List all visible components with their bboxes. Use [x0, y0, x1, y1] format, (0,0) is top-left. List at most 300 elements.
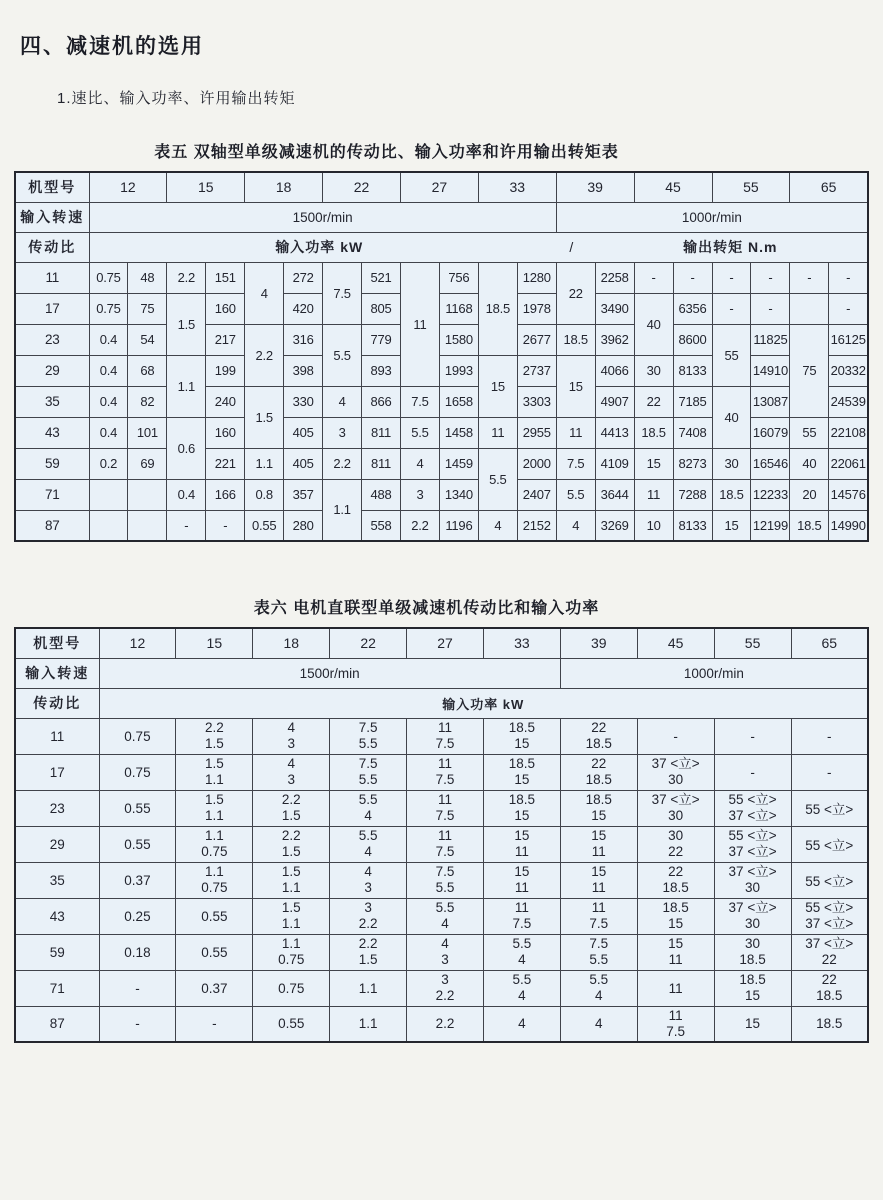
data-cell: 3269: [595, 510, 634, 541]
data-cell: 22108: [829, 417, 868, 448]
data-cell: 811: [362, 417, 401, 448]
table6-row: [15, 862, 868, 898]
data-cell: [560, 754, 637, 790]
cell-line: 1.1: [281, 936, 301, 951]
cell-line: 30: [668, 808, 684, 823]
data-cell: 2258: [595, 262, 634, 293]
cell-line: 11: [514, 880, 529, 895]
data-cell: [89, 510, 128, 541]
ratio-cell: 71: [15, 970, 99, 1006]
data-cell: 7185: [673, 386, 712, 417]
data-cell: 4: [401, 448, 440, 479]
data-cell: 0.55: [99, 826, 176, 862]
speed-label: 输入转速: [15, 202, 89, 232]
cell-line: 4: [287, 720, 295, 735]
cell-line: 2.2: [204, 720, 224, 735]
data-cell: 75: [790, 324, 829, 417]
data-cell: 1.5: [167, 293, 206, 355]
data-cell: 0.18: [99, 934, 176, 970]
data-cell: 18.5: [712, 479, 751, 510]
data-cell: [483, 718, 560, 754]
cell-line: 7.5: [589, 916, 609, 931]
data-cell: 0.4: [89, 324, 128, 355]
cell-line: 22: [591, 756, 607, 771]
model-header-cell: 39: [560, 628, 637, 658]
data-cell: 0.2: [89, 448, 128, 479]
data-cell: 15: [634, 448, 673, 479]
data-cell: 18.5: [478, 262, 517, 355]
table5-caption: 表五 双轴型单级减速机的传动比、输入功率和许用输出转矩表: [154, 144, 619, 161]
data-cell: 22061: [829, 448, 868, 479]
data-cell: [791, 898, 868, 934]
data-cell: 2.2: [245, 324, 284, 386]
cell-line: 11: [668, 1007, 683, 1023]
data-cell: 240: [206, 386, 245, 417]
data-cell: 357: [284, 479, 323, 510]
data-cell: 5.5: [556, 479, 595, 510]
data-cell: 420: [284, 293, 323, 324]
cell-line: 5.5: [512, 936, 532, 951]
cell-line: 55 <立>: [728, 792, 777, 807]
data-cell: [483, 754, 560, 790]
table5-ratio-row: [15, 232, 868, 262]
speed-1500-cell: 1500r/min: [89, 202, 556, 232]
data-cell: [714, 970, 791, 1006]
data-cell: -: [712, 293, 751, 324]
data-cell: -: [791, 718, 868, 754]
data-cell: 166: [206, 479, 245, 510]
cell-line: 7.5: [358, 756, 378, 771]
data-cell: 55 <立>: [791, 790, 868, 826]
data-cell: 4907: [595, 386, 634, 417]
slash-separator: /: [569, 239, 574, 255]
data-cell: [253, 862, 330, 898]
data-cell: 805: [362, 293, 401, 324]
cell-line: 4: [441, 916, 449, 931]
data-cell: [176, 718, 253, 754]
cell-line: 4: [595, 988, 603, 1003]
data-cell: [560, 718, 637, 754]
ratio-cell: 23: [15, 790, 99, 826]
cell-line: 11: [591, 880, 606, 895]
data-cell: [407, 898, 484, 934]
data-cell: -: [790, 262, 829, 293]
data-cell: 0.55: [253, 1006, 330, 1042]
cell-line: 7.5: [435, 864, 455, 879]
cell-line: 15: [514, 772, 530, 787]
ratio-cell: 59: [15, 448, 89, 479]
cell-line: 7.5: [666, 1023, 686, 1039]
ratio-cell: 23: [15, 324, 89, 355]
data-cell: 11: [478, 417, 517, 448]
cell-line: 11: [438, 720, 453, 735]
ratio-cell: 59: [15, 934, 99, 970]
data-cell: [253, 934, 330, 970]
model-header-cell: 22: [330, 628, 407, 658]
cell-line: 15: [591, 808, 607, 823]
data-cell: [790, 293, 829, 324]
data-cell: 15: [712, 510, 751, 541]
ratio-cell: 87: [15, 1006, 99, 1042]
data-cell: -: [167, 510, 206, 541]
data-cell: -: [791, 754, 868, 790]
data-cell: 15: [714, 1006, 791, 1042]
data-cell: [330, 754, 407, 790]
table6-row: [15, 754, 868, 790]
data-cell: [483, 898, 560, 934]
data-cell: 55: [712, 324, 751, 386]
data-cell: 2152: [517, 510, 556, 541]
data-cell: 893: [362, 355, 401, 386]
data-cell: 24539: [829, 386, 868, 417]
table6-body: [15, 718, 868, 1042]
data-cell: 280: [284, 510, 323, 541]
data-cell: -: [714, 754, 791, 790]
data-cell: [253, 898, 330, 934]
data-cell: 160: [206, 293, 245, 324]
cell-line: 3: [364, 880, 372, 895]
cell-line: 0.75: [278, 952, 305, 967]
data-cell: 10: [634, 510, 673, 541]
data-cell: 16125: [829, 324, 868, 355]
data-cell: -: [176, 1006, 253, 1042]
units-flex: [91, 237, 867, 257]
data-cell: [714, 898, 791, 934]
data-cell: 7408: [673, 417, 712, 448]
data-cell: 866: [362, 386, 401, 417]
data-cell: 811: [362, 448, 401, 479]
table6-header: [15, 628, 868, 718]
data-cell: [330, 790, 407, 826]
model-header-cell: 15: [167, 172, 245, 202]
data-cell: 7.5: [401, 386, 440, 417]
data-cell: 521: [362, 262, 401, 293]
data-cell: 7288: [673, 479, 712, 510]
table6-row: [15, 1006, 868, 1042]
data-cell: 11825: [751, 324, 790, 355]
power-unit-cell: 输入功率 kW: [99, 688, 868, 718]
data-cell: 316: [284, 324, 323, 355]
cell-line: 1.1: [204, 772, 224, 787]
data-cell: 1580: [439, 324, 478, 355]
data-cell: 558: [362, 510, 401, 541]
data-cell: -: [673, 262, 712, 293]
cell-line: 5.5: [358, 828, 378, 843]
cell-line: 18.5: [585, 736, 612, 751]
table5-row: [15, 510, 868, 541]
data-cell: [407, 862, 484, 898]
cell-line: 30: [745, 916, 761, 931]
data-cell: 5.5: [401, 417, 440, 448]
data-cell: [176, 754, 253, 790]
cell-line: 37 <立>: [651, 792, 700, 807]
ratio-cell: 35: [15, 862, 99, 898]
model-header-cell: 45: [634, 172, 712, 202]
data-cell: [637, 898, 714, 934]
model-header-cell: 33: [478, 172, 556, 202]
model-header-cell: 65: [791, 628, 868, 658]
cell-line: 2.2: [281, 792, 301, 807]
data-cell: 2.2: [407, 1006, 484, 1042]
data-cell: 5.5: [478, 448, 517, 510]
data-cell: 1459: [439, 448, 478, 479]
table6-model-row: [15, 628, 868, 658]
cell-line: 4: [518, 988, 526, 1003]
data-cell: [253, 790, 330, 826]
cell-line: 1.1: [204, 828, 224, 843]
data-cell: 0.75: [89, 262, 128, 293]
cell-line: 11: [668, 952, 683, 967]
data-cell: 7.5: [323, 262, 362, 324]
model-header-cell: 27: [407, 628, 484, 658]
cell-line: 4: [364, 844, 372, 859]
data-cell: 4: [560, 1006, 637, 1042]
data-cell: 2737: [517, 355, 556, 386]
data-cell: 0.75: [99, 754, 176, 790]
cell-line: 1.5: [281, 864, 301, 879]
data-cell: [407, 754, 484, 790]
cell-line: 1.5: [281, 808, 301, 823]
data-cell: 3644: [595, 479, 634, 510]
data-cell: 0.8: [245, 479, 284, 510]
cell-line: 1.1: [281, 880, 301, 895]
cell-line: 18.5: [585, 792, 612, 807]
data-cell: [483, 934, 560, 970]
data-cell: 2.2: [167, 262, 206, 293]
cell-line: 15: [514, 808, 530, 823]
data-cell: 0.4: [89, 355, 128, 386]
data-cell: 8133: [673, 355, 712, 386]
model-header-cell: 12: [99, 628, 176, 658]
ratio-cell: 29: [15, 355, 89, 386]
data-cell: 1993: [439, 355, 478, 386]
data-cell: 11: [401, 262, 440, 386]
cell-line: 2.2: [281, 828, 301, 843]
ratio-cell: 35: [15, 386, 89, 417]
table5-row: [15, 386, 868, 417]
data-cell: 2.2: [323, 448, 362, 479]
data-cell: 12233: [751, 479, 790, 510]
cell-line: 0.75: [201, 880, 228, 895]
data-cell: 0.4: [167, 479, 206, 510]
data-cell: [714, 934, 791, 970]
cell-line: 3: [441, 972, 449, 987]
data-cell: [714, 826, 791, 862]
cell-line: 30: [745, 880, 761, 895]
data-cell: 4413: [595, 417, 634, 448]
data-cell: 18.5: [790, 510, 829, 541]
cell-line: 1.1: [204, 808, 224, 823]
data-cell: [560, 790, 637, 826]
cell-line: 11: [438, 756, 453, 771]
data-cell: -: [751, 262, 790, 293]
cell-line: 4: [364, 864, 372, 879]
data-cell: 16546: [751, 448, 790, 479]
data-cell: [560, 826, 637, 862]
data-cell: 75: [128, 293, 167, 324]
ratio-label: 传动比: [15, 232, 89, 262]
data-cell: [407, 790, 484, 826]
data-cell: 0.55: [99, 790, 176, 826]
data-cell: 30: [634, 355, 673, 386]
data-cell: 11: [556, 417, 595, 448]
ratio-cell: 17: [15, 754, 99, 790]
data-cell: 8600: [673, 324, 712, 355]
data-cell: [637, 826, 714, 862]
cell-line: 55 <立>: [728, 828, 777, 843]
data-cell: 756: [439, 262, 478, 293]
data-cell: [407, 970, 484, 1006]
cell-line: 15: [514, 864, 530, 879]
cell-line: 18.5: [662, 880, 689, 895]
model-header-cell: 39: [556, 172, 634, 202]
table5-speed-row: [15, 202, 868, 232]
cell-line: 5.5: [589, 972, 609, 987]
data-cell: [128, 510, 167, 541]
cell-line: 5.5: [512, 972, 532, 987]
data-cell: 22: [556, 262, 595, 324]
cell-line: 1.5: [281, 844, 301, 859]
data-cell: 2407: [517, 479, 556, 510]
cell-line: 3: [287, 736, 295, 751]
data-cell: 0.55: [176, 898, 253, 934]
data-cell: 3: [401, 479, 440, 510]
cell-line: 7.5: [358, 720, 378, 735]
sub-heading: 1.速比、输入功率、许用输出转矩: [57, 90, 296, 107]
cell-line: 3: [364, 900, 372, 915]
cell-line: 7.5: [435, 772, 455, 787]
cell-line: 5.5: [589, 952, 609, 967]
data-cell: 0.55: [245, 510, 284, 541]
cell-line: 2.2: [435, 988, 455, 1003]
data-cell: 48: [128, 262, 167, 293]
data-cell: 11: [634, 479, 673, 510]
table6-row: [15, 934, 868, 970]
cell-line: 5.5: [435, 900, 455, 915]
cell-line: 37 <立>: [728, 808, 777, 823]
cell-line: 1.5: [358, 952, 378, 967]
cell-line: 18.5: [585, 772, 612, 787]
data-cell: [330, 862, 407, 898]
data-cell: 1.5: [245, 386, 284, 448]
data-cell: 0.37: [176, 970, 253, 1006]
data-cell: 18.5: [634, 417, 673, 448]
table5-row: [15, 324, 868, 355]
cell-line: 37 <立>: [728, 900, 777, 915]
cell-line: 18.5: [508, 792, 536, 807]
cell-line: 11: [438, 828, 453, 843]
data-cell: 1.1: [323, 479, 362, 541]
data-cell: [637, 862, 714, 898]
cell-line: 37 <立>: [805, 916, 854, 931]
data-cell: [407, 718, 484, 754]
data-cell: [176, 862, 253, 898]
cell-line: 30: [668, 828, 684, 843]
data-cell: [330, 718, 407, 754]
cell-line: 2.2: [358, 936, 378, 951]
model-header-cell: 15: [176, 628, 253, 658]
data-cell: 11: [637, 970, 714, 1006]
data-cell: [791, 970, 868, 1006]
data-cell: 398: [284, 355, 323, 386]
data-cell: 1340: [439, 479, 478, 510]
ratio-cell: 43: [15, 417, 89, 448]
cell-line: 3: [287, 772, 295, 787]
cell-line: 5.5: [358, 772, 378, 787]
data-cell: 779: [362, 324, 401, 355]
data-cell: 55: [790, 417, 829, 448]
data-cell: [89, 479, 128, 510]
data-cell: 69: [128, 448, 167, 479]
data-cell: 16079: [751, 417, 790, 448]
table6-row: [15, 718, 868, 754]
cell-line: 37 <立>: [728, 844, 777, 859]
data-cell: 405: [284, 417, 323, 448]
data-cell: 4: [323, 386, 362, 417]
model-header-cell: 12: [89, 172, 167, 202]
cell-line: 3: [441, 952, 449, 967]
data-cell: 0.25: [99, 898, 176, 934]
data-cell: 68: [128, 355, 167, 386]
data-cell: 1658: [439, 386, 478, 417]
data-cell: [637, 1006, 714, 1042]
cell-line: 1.1: [204, 864, 224, 879]
data-cell: 2677: [517, 324, 556, 355]
data-cell: 5.5: [323, 324, 362, 386]
data-cell: 199: [206, 355, 245, 386]
data-cell: -: [714, 718, 791, 754]
data-cell: 40: [712, 386, 751, 448]
data-cell: 15: [556, 355, 595, 417]
data-cell: 55 <立>: [791, 826, 868, 862]
data-cell: [714, 862, 791, 898]
data-cell: 221: [206, 448, 245, 479]
data-cell: 6356: [673, 293, 712, 324]
data-cell: [176, 826, 253, 862]
data-cell: 15: [478, 355, 517, 417]
cell-line: 11: [591, 900, 606, 915]
ratio-label: 传动比: [15, 688, 99, 718]
data-cell: 4109: [595, 448, 634, 479]
table6-row: [15, 970, 868, 1006]
data-cell: 160: [206, 417, 245, 448]
cell-line: 37 <立>: [728, 864, 777, 879]
data-cell: [714, 790, 791, 826]
data-cell: 1196: [439, 510, 478, 541]
data-cell: 14990: [829, 510, 868, 541]
model-header-cell: 22: [323, 172, 401, 202]
cell-line: 18.5: [816, 988, 843, 1003]
data-cell: 1168: [439, 293, 478, 324]
table5-header: [15, 172, 868, 262]
model-header-cell: 55: [712, 172, 790, 202]
cell-line: 18.5: [739, 972, 766, 987]
table5: [14, 171, 869, 542]
cell-line: 4: [441, 936, 449, 951]
data-cell: 55 <立>: [791, 862, 868, 898]
cell-line: 7.5: [512, 916, 532, 931]
data-cell: -: [712, 262, 751, 293]
cell-line: 1.1: [281, 916, 301, 931]
cell-line: 22: [821, 952, 837, 967]
cell-line: 4: [287, 756, 295, 771]
data-cell: 4: [483, 1006, 560, 1042]
cell-line: 22: [668, 864, 684, 879]
data-cell: [330, 934, 407, 970]
cell-line: 11: [514, 844, 529, 859]
data-cell: [483, 790, 560, 826]
data-cell: 1.1: [330, 970, 407, 1006]
